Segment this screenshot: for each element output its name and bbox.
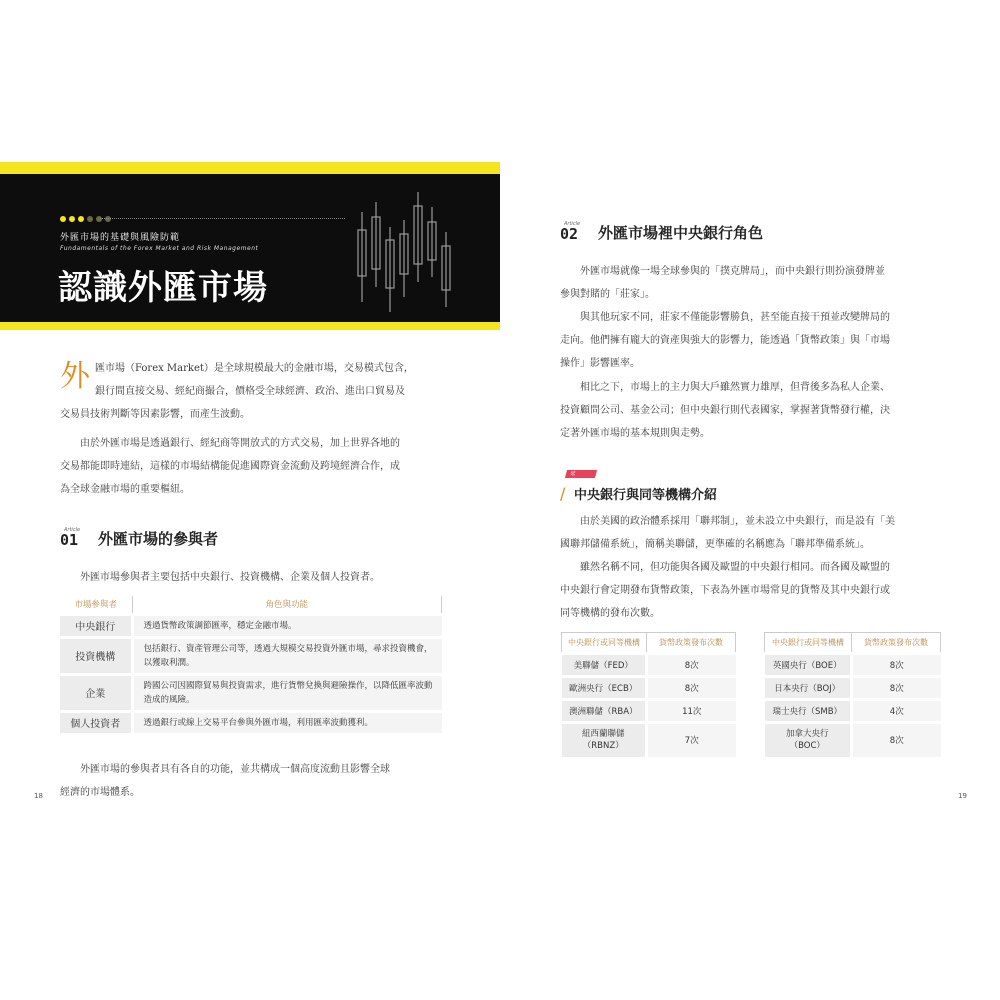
section-2-paragraph-2: 與其他玩家不同，莊家不僅能影響勝負，甚至能直接干預並改變牌局的 走向。他們擁有龐大的資產與強大的影響力，能透過「貨幣政策」與「市場 操作」影響匯率。 — [560, 312, 890, 369]
table-row: 瑞士央行（SMB） 4次 — [765, 700, 941, 723]
banner-divider — [100, 218, 345, 219]
chapter-subtitle-en: Fundamentals of the Forex Market and Risk Management — [60, 245, 259, 252]
table-row: 個人投資者 透過銀行或線上交易平台參與外匯市場，利用匯率波動獲利。 — [60, 711, 442, 733]
intro-paragraph-1a: 匯市場（Forex Market）是全球規模最大的金融市場，交易模式包含， 銀行間直接交易、經紀商撮合，價格受全球經濟、政治、進出口貿易及 — [95, 363, 414, 397]
slash-icon: / — [560, 484, 566, 503]
table-row: 中央銀行 透過貨幣政策調節匯率，穩定金融市場。 — [60, 614, 442, 637]
table-row: 企業 跨國公司因國際貿易與投資需求，進行貨幣兌換與避險操作，以降低匯率波動造成的風險。 — [60, 674, 442, 711]
section-2-title: 外匯市場裡中央銀行角色 — [598, 224, 764, 242]
progress-dots — [60, 216, 111, 222]
section-2-heading — [560, 222, 763, 243]
table-header-participant: 市場參與者 — [60, 596, 132, 614]
banner-bottom-stripe — [0, 322, 500, 330]
page-number-right: 19 — [958, 792, 967, 800]
table-row: 投資機構 包括銀行、資產管理公司等，透過大規模交易投資外匯市場，尋求投資機會，以獲取利潤。 — [60, 637, 442, 674]
chapter-title: 認識外匯市場 — [58, 268, 268, 308]
section-1-heading — [60, 528, 218, 549]
subsection-title: 中央銀行與同等機構介紹 — [574, 488, 718, 503]
drop-cap: 外 — [60, 359, 90, 394]
table-row: 紐西蘭聯儲 （RBNZ） 7次 — [562, 723, 736, 757]
central-bank-table-left: 中央銀行或同等機構 貨幣政策發布次數 美聯儲（FED） 8次 歐洲央行（ECB） 8次 澳洲聯儲（RBA） 11次 紐西蘭聯儲 （RBNZ） 7次 — [561, 632, 736, 757]
participants-table — [60, 596, 442, 733]
subsection-paragraph-2: 雖然名稱不同，但功能與各國及歐盟的中央銀行相同。而各國及歐盟的 中央銀行會定期發布貨幣政策，下表為外匯市場常見的貨幣及其中央銀行或 同等機構的發布次數。 — [560, 562, 890, 619]
table-row: 英國央行（BOE） 8次 — [765, 654, 941, 677]
table-row: 歐洲央行（ECB） 8次 — [562, 677, 736, 700]
intro-paragraph-2: 由於外匯市場是透過銀行、經紀商等開放式的方式交易，加上世界各地的 交易都能即時連結，這樣的市場結構能促進國際資金流動及跨境經濟合作，成 為全球金融市場的重要樞紐。 — [60, 438, 400, 495]
section-1-lead: 外匯市場參與者主要包括中央銀行、投資機構、企業及個人投資者。 — [80, 572, 380, 583]
subsection-paragraph-1: 由於美國的政治體系採用「聯邦制」，並未設立中央銀行，而是設有「美 國聯邦儲備系統」，簡稱美聯儲，更準確的名稱應為「聯邦準備系統」。 — [560, 516, 895, 550]
section-1-title: 外匯市場的參與者 — [98, 530, 219, 548]
candlestick-illustration — [352, 182, 462, 320]
table-row: 美聯儲（FED） 8次 — [562, 654, 736, 677]
table-row: 加拿大央行 （BOC） 8次 — [765, 723, 941, 757]
table-header-role: 角色與功能 — [132, 596, 442, 614]
article-badge: Article 02 — [560, 221, 581, 243]
chapter-subtitle-zh: 外匯市場的基礎與風險防範 — [60, 233, 181, 243]
banner-top-stripe — [0, 162, 500, 174]
table-row: 澳洲聯儲（RBA） 11次 — [562, 700, 736, 723]
intro-paragraph-1b: 交易員技術判斷等因素影響，而產生波動。 — [60, 409, 250, 420]
section-2-paragraph-3: 相比之下，市場上的主力與大戶雖然實力雄厚，但背後多為私人企業、 投資顧問公司、基金公司；但中央銀行則代表國家，掌握著貨幣發行權，決 定著外匯市場的基本規則與走勢。 — [560, 382, 890, 439]
chapter-banner — [0, 174, 500, 322]
page-number-left: 18 — [34, 792, 43, 800]
article-badge: Article 01 — [60, 527, 81, 549]
closing-paragraph: 外匯市場的參與者具有各自的功能，並共構成一個高度流動且影響全球 經濟的市場體系。 — [60, 764, 390, 798]
central-bank-table-right: 中央銀行或同等機構 貨幣政策發布次數 英國央行（BOE） 8次 日本央行（BOJ） 8次 瑞士央行（SMB） 4次 加拿大央行 （BOC） 8次 — [764, 632, 941, 757]
section-2-paragraph-1: 外匯市場就像一場全球參與的「撲克牌局」，而中央銀行則扮演發牌並 參與對賭的「莊家」。 — [560, 266, 885, 300]
table-row: 日本央行（BOJ） 8次 — [765, 677, 941, 700]
